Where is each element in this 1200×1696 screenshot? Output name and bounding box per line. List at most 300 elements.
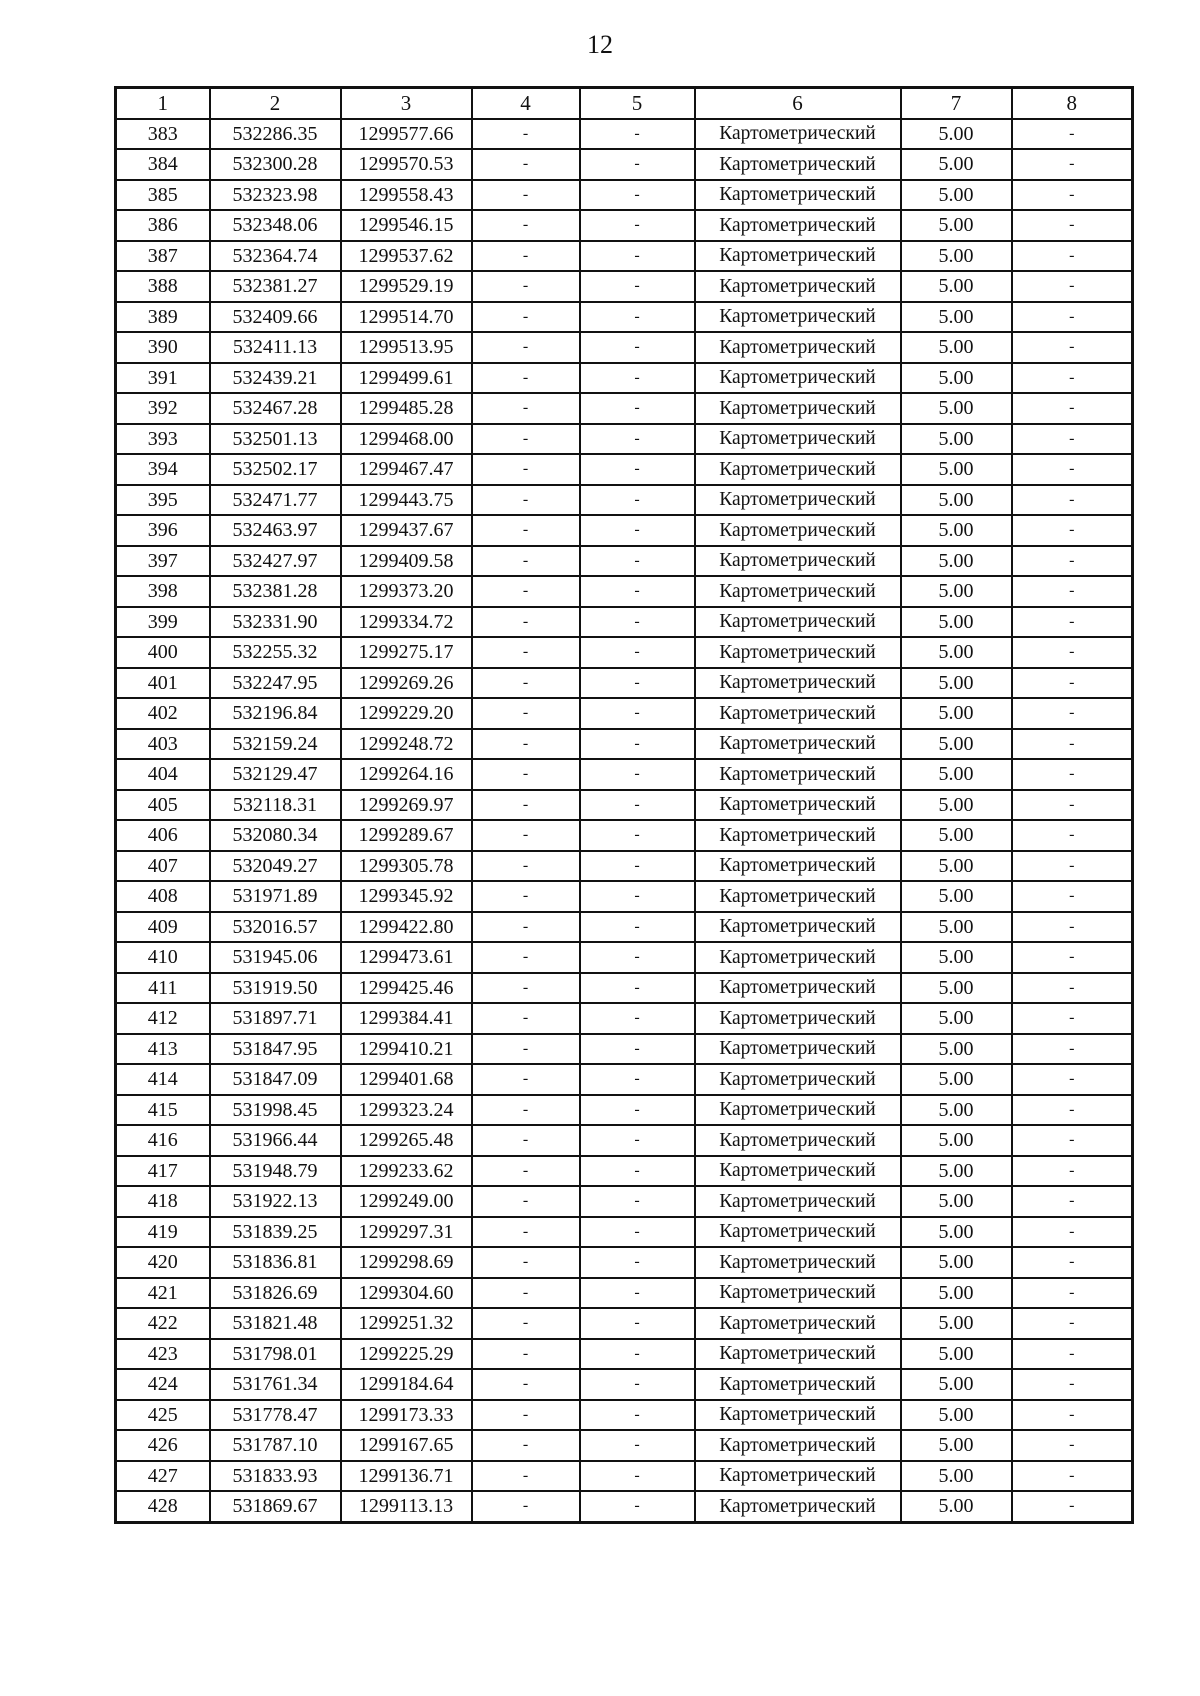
table-row: [116, 790, 1133, 821]
column-header-4: 4: [472, 88, 580, 119]
y-coordinate-cell: 1299298.69: [341, 1247, 472, 1278]
column-8-value-cell: -: [1012, 1400, 1133, 1431]
point-number-cell: 393: [116, 424, 210, 455]
column-5-value-cell: -: [580, 759, 695, 790]
column-4-value-cell: -: [472, 668, 580, 699]
x-coordinate-cell: 531833.93: [210, 1461, 341, 1492]
point-number-cell: 398: [116, 576, 210, 607]
accuracy-cell: 5.00: [901, 271, 1012, 302]
point-number-cell: 394: [116, 454, 210, 485]
method-cell: Картометрический: [695, 1217, 901, 1248]
y-coordinate-cell: 1299401.68: [341, 1064, 472, 1095]
point-number-cell: 406: [116, 820, 210, 851]
column-4-value-cell: -: [472, 241, 580, 272]
y-coordinate-cell: 1299229.20: [341, 698, 472, 729]
x-coordinate-cell: 532247.95: [210, 668, 341, 699]
table-body: [116, 119, 1133, 1523]
column-8-value-cell: -: [1012, 1430, 1133, 1461]
point-number-cell: 399: [116, 607, 210, 638]
method-cell: Картометрический: [695, 210, 901, 241]
point-number-cell: 390: [116, 332, 210, 363]
method-cell: Картометрический: [695, 668, 901, 699]
accuracy-cell: 5.00: [901, 485, 1012, 516]
x-coordinate-cell: 531821.48: [210, 1308, 341, 1339]
point-number-cell: 419: [116, 1217, 210, 1248]
method-cell: Картометрический: [695, 1095, 901, 1126]
column-8-value-cell: -: [1012, 1247, 1133, 1278]
column-8-value-cell: -: [1012, 637, 1133, 668]
method-cell: Картометрический: [695, 851, 901, 882]
accuracy-cell: 5.00: [901, 393, 1012, 424]
x-coordinate-cell: 531798.01: [210, 1339, 341, 1370]
method-cell: Картометрический: [695, 1430, 901, 1461]
table-row: [116, 546, 1133, 577]
column-4-value-cell: -: [472, 1308, 580, 1339]
x-coordinate-cell: 532467.28: [210, 393, 341, 424]
x-coordinate-cell: 531998.45: [210, 1095, 341, 1126]
accuracy-cell: 5.00: [901, 119, 1012, 150]
column-4-value-cell: -: [472, 1186, 580, 1217]
y-coordinate-cell: 1299546.15: [341, 210, 472, 241]
accuracy-cell: 5.00: [901, 1430, 1012, 1461]
method-cell: Картометрический: [695, 424, 901, 455]
x-coordinate-cell: 532409.66: [210, 302, 341, 333]
table-row: [116, 363, 1133, 394]
column-5-value-cell: -: [580, 790, 695, 821]
accuracy-cell: 5.00: [901, 454, 1012, 485]
table-row: [116, 851, 1133, 882]
y-coordinate-cell: 1299577.66: [341, 119, 472, 150]
column-8-value-cell: -: [1012, 1125, 1133, 1156]
point-number-cell: 384: [116, 149, 210, 180]
table-row: [116, 1308, 1133, 1339]
accuracy-cell: 5.00: [901, 790, 1012, 821]
column-5-value-cell: -: [580, 1247, 695, 1278]
column-4-value-cell: -: [472, 1247, 580, 1278]
column-4-value-cell: -: [472, 1125, 580, 1156]
column-8-value-cell: -: [1012, 1217, 1133, 1248]
y-coordinate-cell: 1299443.75: [341, 485, 472, 516]
column-8-value-cell: -: [1012, 210, 1133, 241]
column-8-value-cell: -: [1012, 607, 1133, 638]
x-coordinate-cell: 531847.95: [210, 1034, 341, 1065]
accuracy-cell: 5.00: [901, 637, 1012, 668]
accuracy-cell: 5.00: [901, 302, 1012, 333]
y-coordinate-cell: 1299467.47: [341, 454, 472, 485]
point-number-cell: 422: [116, 1308, 210, 1339]
column-4-value-cell: -: [472, 515, 580, 546]
accuracy-cell: 5.00: [901, 942, 1012, 973]
x-coordinate-cell: 531922.13: [210, 1186, 341, 1217]
method-cell: Картометрический: [695, 454, 901, 485]
column-8-value-cell: -: [1012, 1491, 1133, 1522]
method-cell: Картометрический: [695, 485, 901, 516]
column-4-value-cell: -: [472, 1491, 580, 1522]
method-cell: Картометрический: [695, 1247, 901, 1278]
column-4-value-cell: -: [472, 210, 580, 241]
point-number-cell: 409: [116, 912, 210, 943]
y-coordinate-cell: 1299225.29: [341, 1339, 472, 1370]
table-row: [116, 1461, 1133, 1492]
y-coordinate-cell: 1299558.43: [341, 180, 472, 211]
x-coordinate-cell: 532364.74: [210, 241, 341, 272]
table-row: [116, 1003, 1133, 1034]
column-4-value-cell: -: [472, 424, 580, 455]
x-coordinate-cell: 531919.50: [210, 973, 341, 1004]
x-coordinate-cell: 532286.35: [210, 119, 341, 150]
table-row: [116, 1247, 1133, 1278]
accuracy-cell: 5.00: [901, 576, 1012, 607]
column-5-value-cell: -: [580, 1186, 695, 1217]
method-cell: Картометрический: [695, 546, 901, 577]
column-8-value-cell: -: [1012, 942, 1133, 973]
accuracy-cell: 5.00: [901, 1278, 1012, 1309]
column-5-value-cell: -: [580, 149, 695, 180]
table-row: [116, 1430, 1133, 1461]
point-number-cell: 403: [116, 729, 210, 760]
accuracy-cell: 5.00: [901, 820, 1012, 851]
column-4-value-cell: -: [472, 302, 580, 333]
column-8-value-cell: -: [1012, 973, 1133, 1004]
column-8-value-cell: -: [1012, 1339, 1133, 1370]
x-coordinate-cell: 532080.34: [210, 820, 341, 851]
y-coordinate-cell: 1299275.17: [341, 637, 472, 668]
accuracy-cell: 5.00: [901, 1125, 1012, 1156]
column-8-value-cell: -: [1012, 1003, 1133, 1034]
accuracy-cell: 5.00: [901, 698, 1012, 729]
column-8-value-cell: -: [1012, 1156, 1133, 1187]
accuracy-cell: 5.00: [901, 1003, 1012, 1034]
column-5-value-cell: -: [580, 698, 695, 729]
column-5-value-cell: -: [580, 241, 695, 272]
method-cell: Картометрический: [695, 790, 901, 821]
accuracy-cell: 5.00: [901, 759, 1012, 790]
column-8-value-cell: -: [1012, 790, 1133, 821]
method-cell: Картометрический: [695, 241, 901, 272]
column-4-value-cell: -: [472, 1156, 580, 1187]
accuracy-cell: 5.00: [901, 424, 1012, 455]
x-coordinate-cell: 532381.28: [210, 576, 341, 607]
column-8-value-cell: -: [1012, 881, 1133, 912]
x-coordinate-cell: 532348.06: [210, 210, 341, 241]
column-4-value-cell: -: [472, 119, 580, 150]
x-coordinate-cell: 531945.06: [210, 942, 341, 973]
method-cell: Картометрический: [695, 1003, 901, 1034]
table-row: [116, 1339, 1133, 1370]
column-5-value-cell: -: [580, 881, 695, 912]
x-coordinate-cell: 532471.77: [210, 485, 341, 516]
column-5-value-cell: -: [580, 820, 695, 851]
method-cell: Картометрический: [695, 698, 901, 729]
x-coordinate-cell: 532300.28: [210, 149, 341, 180]
table-row: [116, 515, 1133, 546]
table-row: [116, 393, 1133, 424]
column-5-value-cell: -: [580, 576, 695, 607]
accuracy-cell: 5.00: [901, 332, 1012, 363]
method-cell: Картометрический: [695, 729, 901, 760]
point-number-cell: 395: [116, 485, 210, 516]
table-row: [116, 607, 1133, 638]
accuracy-cell: 5.00: [901, 1339, 1012, 1370]
accuracy-cell: 5.00: [901, 241, 1012, 272]
point-number-cell: 389: [116, 302, 210, 333]
accuracy-cell: 5.00: [901, 1308, 1012, 1339]
column-8-value-cell: -: [1012, 1095, 1133, 1126]
column-4-value-cell: -: [472, 485, 580, 516]
column-5-value-cell: -: [580, 1369, 695, 1400]
column-8-value-cell: -: [1012, 1064, 1133, 1095]
point-number-cell: 425: [116, 1400, 210, 1431]
table-row: [116, 271, 1133, 302]
table-row: [116, 119, 1133, 150]
y-coordinate-cell: 1299437.67: [341, 515, 472, 546]
point-number-cell: 423: [116, 1339, 210, 1370]
column-5-value-cell: -: [580, 332, 695, 363]
column-8-value-cell: -: [1012, 485, 1133, 516]
y-coordinate-cell: 1299345.92: [341, 881, 472, 912]
y-coordinate-cell: 1299570.53: [341, 149, 472, 180]
column-5-value-cell: -: [580, 1461, 695, 1492]
point-number-cell: 418: [116, 1186, 210, 1217]
accuracy-cell: 5.00: [901, 729, 1012, 760]
accuracy-cell: 5.00: [901, 1247, 1012, 1278]
column-4-value-cell: -: [472, 759, 580, 790]
table-row: [116, 973, 1133, 1004]
column-8-value-cell: -: [1012, 302, 1133, 333]
y-coordinate-cell: 1299513.95: [341, 332, 472, 363]
y-coordinate-cell: 1299323.24: [341, 1095, 472, 1126]
column-8-value-cell: -: [1012, 1034, 1133, 1065]
table-row: [116, 1369, 1133, 1400]
x-coordinate-cell: 531761.34: [210, 1369, 341, 1400]
y-coordinate-cell: 1299514.70: [341, 302, 472, 333]
column-8-value-cell: -: [1012, 912, 1133, 943]
point-number-cell: 391: [116, 363, 210, 394]
x-coordinate-cell: 531847.09: [210, 1064, 341, 1095]
column-5-value-cell: -: [580, 210, 695, 241]
column-5-value-cell: -: [580, 851, 695, 882]
coordinates-table: [114, 86, 1134, 1524]
point-number-cell: 426: [116, 1430, 210, 1461]
point-number-cell: 428: [116, 1491, 210, 1522]
column-5-value-cell: -: [580, 485, 695, 516]
y-coordinate-cell: 1299233.62: [341, 1156, 472, 1187]
column-8-value-cell: -: [1012, 1186, 1133, 1217]
point-number-cell: 412: [116, 1003, 210, 1034]
x-coordinate-cell: 532159.24: [210, 729, 341, 760]
column-8-value-cell: -: [1012, 759, 1133, 790]
column-4-value-cell: -: [472, 576, 580, 607]
method-cell: Картометрический: [695, 515, 901, 546]
y-coordinate-cell: 1299373.20: [341, 576, 472, 607]
accuracy-cell: 5.00: [901, 881, 1012, 912]
x-coordinate-cell: 531897.71: [210, 1003, 341, 1034]
table-row: [116, 729, 1133, 760]
x-coordinate-cell: 532502.17: [210, 454, 341, 485]
column-8-value-cell: -: [1012, 576, 1133, 607]
y-coordinate-cell: 1299269.26: [341, 668, 472, 699]
accuracy-cell: 5.00: [901, 1217, 1012, 1248]
y-coordinate-cell: 1299410.21: [341, 1034, 472, 1065]
y-coordinate-cell: 1299248.72: [341, 729, 472, 760]
table-row: [116, 1125, 1133, 1156]
column-8-value-cell: -: [1012, 851, 1133, 882]
point-number-cell: 408: [116, 881, 210, 912]
column-header-2: 2: [210, 88, 341, 119]
method-cell: Картометрический: [695, 881, 901, 912]
x-coordinate-cell: 532323.98: [210, 180, 341, 211]
column-4-value-cell: -: [472, 729, 580, 760]
column-8-value-cell: -: [1012, 729, 1133, 760]
column-8-value-cell: -: [1012, 332, 1133, 363]
column-5-value-cell: -: [580, 271, 695, 302]
method-cell: Картометрический: [695, 1369, 901, 1400]
column-5-value-cell: -: [580, 1308, 695, 1339]
column-8-value-cell: -: [1012, 515, 1133, 546]
column-5-value-cell: -: [580, 393, 695, 424]
table-row: [116, 1034, 1133, 1065]
x-coordinate-cell: 531948.79: [210, 1156, 341, 1187]
accuracy-cell: 5.00: [901, 210, 1012, 241]
y-coordinate-cell: 1299167.65: [341, 1430, 472, 1461]
point-number-cell: 405: [116, 790, 210, 821]
accuracy-cell: 5.00: [901, 1461, 1012, 1492]
x-coordinate-cell: 532381.27: [210, 271, 341, 302]
y-coordinate-cell: 1299537.62: [341, 241, 472, 272]
point-number-cell: 396: [116, 515, 210, 546]
table-row: [116, 485, 1133, 516]
point-number-cell: 402: [116, 698, 210, 729]
column-4-value-cell: -: [472, 912, 580, 943]
y-coordinate-cell: 1299113.13: [341, 1491, 472, 1522]
column-4-value-cell: -: [472, 851, 580, 882]
table-row: [116, 1217, 1133, 1248]
y-coordinate-cell: 1299265.48: [341, 1125, 472, 1156]
column-8-value-cell: -: [1012, 180, 1133, 211]
column-4-value-cell: -: [472, 1217, 580, 1248]
x-coordinate-cell: 532439.21: [210, 363, 341, 394]
method-cell: Картометрический: [695, 363, 901, 394]
column-8-value-cell: -: [1012, 271, 1133, 302]
table-row: [116, 149, 1133, 180]
table-row: [116, 1491, 1133, 1522]
column-5-value-cell: -: [580, 1430, 695, 1461]
column-8-value-cell: -: [1012, 393, 1133, 424]
column-4-value-cell: -: [472, 942, 580, 973]
table-row: [116, 454, 1133, 485]
method-cell: Картометрический: [695, 1491, 901, 1522]
point-number-cell: 427: [116, 1461, 210, 1492]
column-5-value-cell: -: [580, 424, 695, 455]
table-row: [116, 1095, 1133, 1126]
point-number-cell: 401: [116, 668, 210, 699]
method-cell: Картометрический: [695, 180, 901, 211]
method-cell: Картометрический: [695, 1308, 901, 1339]
column-8-value-cell: -: [1012, 454, 1133, 485]
column-5-value-cell: -: [580, 1339, 695, 1370]
accuracy-cell: 5.00: [901, 1034, 1012, 1065]
x-coordinate-cell: 532331.90: [210, 607, 341, 638]
method-cell: Картометрический: [695, 149, 901, 180]
y-coordinate-cell: 1299425.46: [341, 973, 472, 1004]
column-5-value-cell: -: [580, 668, 695, 699]
column-5-value-cell: -: [580, 912, 695, 943]
y-coordinate-cell: 1299305.78: [341, 851, 472, 882]
point-number-cell: 414: [116, 1064, 210, 1095]
method-cell: Картометрический: [695, 576, 901, 607]
method-cell: Картометрический: [695, 637, 901, 668]
accuracy-cell: 5.00: [901, 1400, 1012, 1431]
column-8-value-cell: -: [1012, 698, 1133, 729]
column-5-value-cell: -: [580, 1064, 695, 1095]
y-coordinate-cell: 1299334.72: [341, 607, 472, 638]
column-4-value-cell: -: [472, 1034, 580, 1065]
column-4-value-cell: -: [472, 546, 580, 577]
table-row: [116, 1278, 1133, 1309]
y-coordinate-cell: 1299468.00: [341, 424, 472, 455]
table-row: [116, 241, 1133, 272]
accuracy-cell: 5.00: [901, 1156, 1012, 1187]
table-row: [116, 302, 1133, 333]
column-5-value-cell: -: [580, 302, 695, 333]
table-row: [116, 698, 1133, 729]
column-8-value-cell: -: [1012, 1369, 1133, 1400]
y-coordinate-cell: 1299422.80: [341, 912, 472, 943]
column-8-value-cell: -: [1012, 149, 1133, 180]
column-5-value-cell: -: [580, 454, 695, 485]
column-5-value-cell: -: [580, 942, 695, 973]
y-coordinate-cell: 1299289.67: [341, 820, 472, 851]
column-header-1: 1: [116, 88, 210, 119]
point-number-cell: 417: [116, 1156, 210, 1187]
y-coordinate-cell: 1299249.00: [341, 1186, 472, 1217]
point-number-cell: 424: [116, 1369, 210, 1400]
table-row: [116, 1186, 1133, 1217]
y-coordinate-cell: 1299485.28: [341, 393, 472, 424]
accuracy-cell: 5.00: [901, 1095, 1012, 1126]
method-cell: Картометрический: [695, 759, 901, 790]
point-number-cell: 385: [116, 180, 210, 211]
method-cell: Картометрический: [695, 119, 901, 150]
page-number: 12: [587, 30, 613, 59]
method-cell: Картометрический: [695, 912, 901, 943]
column-5-value-cell: -: [580, 1125, 695, 1156]
method-cell: Картометрический: [695, 1186, 901, 1217]
table-row: [116, 668, 1133, 699]
y-coordinate-cell: 1299529.19: [341, 271, 472, 302]
y-coordinate-cell: 1299251.32: [341, 1308, 472, 1339]
x-coordinate-cell: 532129.47: [210, 759, 341, 790]
column-5-value-cell: -: [580, 119, 695, 150]
point-number-cell: 421: [116, 1278, 210, 1309]
accuracy-cell: 5.00: [901, 668, 1012, 699]
accuracy-cell: 5.00: [901, 149, 1012, 180]
column-8-value-cell: -: [1012, 241, 1133, 272]
table-row: [116, 759, 1133, 790]
y-coordinate-cell: 1299473.61: [341, 942, 472, 973]
column-4-value-cell: -: [472, 1461, 580, 1492]
table-header-row: [116, 88, 1133, 119]
column-4-value-cell: -: [472, 1339, 580, 1370]
table-row: [116, 942, 1133, 973]
column-4-value-cell: -: [472, 790, 580, 821]
method-cell: Картометрический: [695, 973, 901, 1004]
table-row: [116, 332, 1133, 363]
x-coordinate-cell: 532049.27: [210, 851, 341, 882]
point-number-cell: 416: [116, 1125, 210, 1156]
column-4-value-cell: -: [472, 973, 580, 1004]
table-row: [116, 881, 1133, 912]
